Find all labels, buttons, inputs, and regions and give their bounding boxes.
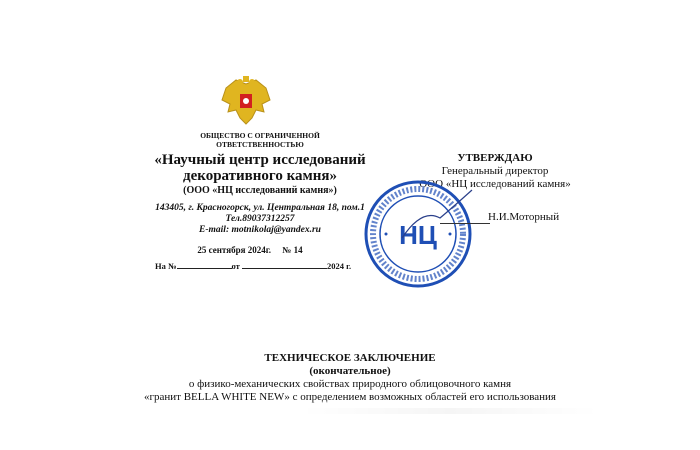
org-short-name: (ООО «НЦ исследований камня»): [183, 185, 337, 196]
ref-year: 2024 г.: [326, 261, 352, 271]
bleed-through-shadow: [300, 408, 600, 414]
signatory-name: Н.И.Моторный: [488, 211, 560, 223]
svg-text:НЦ: НЦ: [399, 220, 437, 250]
ref-prefix: На №: [155, 261, 177, 271]
date-number: [150, 245, 350, 255]
doc-number: № 14: [282, 245, 303, 255]
document-description-line1: о физико-механических свойствах природного облицовочного камня: [188, 378, 512, 390]
email: E-mail: motnikolaj@yandex.ru: [199, 225, 321, 235]
org-type: [160, 131, 360, 149]
coat-of-arms-icon: [218, 74, 274, 130]
ref-from: от: [231, 261, 240, 271]
document-subtitle: (окончательное): [309, 365, 391, 377]
phone: Тел.89037312257: [225, 214, 295, 224]
address: 143405, г. Красногорск, ул. Центральная 18, пом.1: [155, 203, 365, 213]
org-name: [140, 152, 380, 184]
org-type-line2: ОТВЕТСТВЕННОСТЬЮ: [216, 140, 304, 149]
ref-date-blank: [242, 260, 327, 269]
document-description-line2: «гранит BELLA WHITE NEW» с определением возможных областей его использования: [143, 391, 556, 403]
contact-block: [140, 203, 380, 236]
ref-number-blank: [177, 260, 232, 269]
approval-title: УТВЕРЖДАЮ: [457, 152, 533, 164]
approval-position: Генеральный директор: [441, 165, 549, 177]
approval-company: ООО «НЦ исследований камня»: [419, 178, 571, 190]
org-name-line1: «Научный центр исследований: [154, 152, 366, 168]
company-stamp-icon: [362, 178, 474, 290]
reference-line: [155, 260, 355, 271]
date: 25 сентября 2024г.: [197, 245, 272, 255]
document-title-block: [100, 352, 600, 404]
document-title: ТЕХНИЧЕСКОЕ ЗАКЛЮЧЕНИЕ: [264, 352, 436, 364]
org-type-line1: ОБЩЕСТВО С ОГРАНИЧЕННОЙ: [200, 131, 320, 140]
signature-line: [440, 223, 490, 224]
org-name-line2: декоративного камня»: [183, 168, 337, 184]
